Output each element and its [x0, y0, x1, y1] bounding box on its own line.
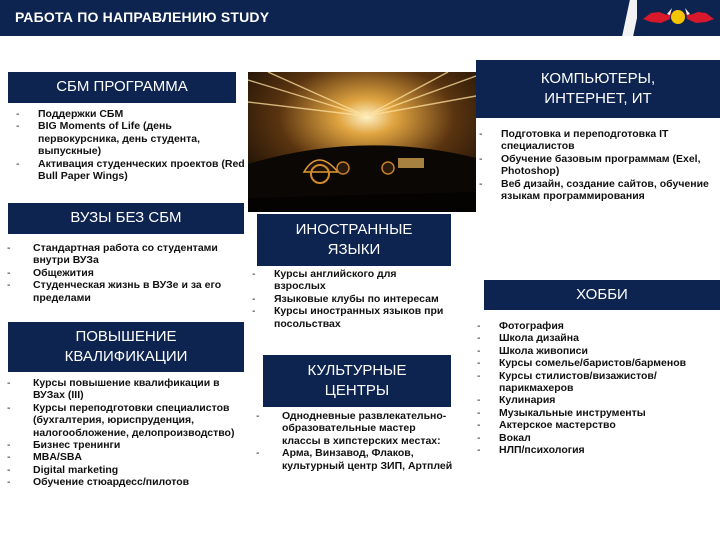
list-item: - Подготовка и переподготовка IT специалистов [477, 128, 715, 153]
list-item: - Активация студенческих проектов (Red Bull Paper Wings) [14, 158, 248, 183]
computers-title-line2: ИНТЕРНЕТ, ИТ [544, 90, 652, 107]
list-item: - Вокал [475, 432, 700, 444]
languages-header [257, 214, 451, 266]
list-item: - Школа живописи [475, 345, 700, 357]
list-item: - Стандартная работа со студентами внутри ВУЗа [5, 242, 227, 267]
culture-list [254, 410, 454, 472]
vuzy-list [5, 242, 227, 304]
list-item: - Бизнес тренинги [5, 439, 245, 451]
qualification-title-line1: ПОВЫШЕНИЕ [75, 327, 177, 345]
computers-header [476, 60, 720, 118]
qualification-title-line2: КВАЛИФИКАЦИИ [64, 348, 188, 365]
hobby-title: ХОББИ [576, 285, 628, 303]
list-item: - Музыкальные инструменты [475, 407, 700, 419]
list-item: - MBA/SBA [5, 451, 245, 463]
list-item: - Курсы английского для взрослых [250, 268, 450, 293]
list-item: - Арма, Винзавод, Флаков, культурный центр ЗИП, Артплей [254, 447, 454, 472]
list-item: - Актерское мастерство [475, 419, 700, 431]
list-item: - Поддержки СБМ [14, 108, 248, 120]
languages-list [250, 268, 450, 330]
list-item: - BIG Moments of Life (день первокурсника, день студента, выпускные) [14, 120, 248, 157]
list-item: - Курсы стилистов/визажистов/парикмахеров [475, 370, 700, 395]
car-interior-night-photo [248, 72, 476, 212]
languages-title-line2: ЯЗЫКИ [327, 241, 381, 258]
sbm-program-header [8, 72, 236, 103]
list-item: - Курсы переподготовки специалистов (бухгалтерия, юриспруденция, налогообложение, делопроизводство) [5, 402, 245, 439]
vuzy-header [8, 203, 244, 234]
list-item: - Веб дизайн, создание сайтов, обучение языкам программирования [477, 178, 715, 203]
list-item: - Общежития [5, 267, 227, 279]
list-item: - Курсы повышение квалификации в ВУЗах (III) [5, 377, 245, 402]
hobby-list [475, 320, 700, 456]
list-item: - Курсы сомелье/баристов/барменов [475, 357, 700, 369]
culture-header [263, 355, 451, 407]
sbm-program-title: СБМ ПРОГРАММА [56, 78, 188, 96]
logo-area [637, 0, 720, 36]
list-item: - Языковые клубы по интересам [250, 293, 450, 305]
list-item: - Студенческая жизнь в ВУЗе и за его пределами [5, 279, 227, 304]
list-item: - Обучение базовым программам (Exel, Photoshop) [477, 153, 715, 178]
vuzy-title: ВУЗЫ БЕЗ СБМ [70, 209, 182, 227]
languages-title-line1: ИНОСТРАННЫЕ [295, 220, 413, 238]
culture-title-line2: ЦЕНТРЫ [324, 382, 390, 399]
list-item: - Digital marketing [5, 464, 245, 476]
culture-title-line1: КУЛЬТУРНЫЕ [307, 361, 407, 379]
list-item: - НЛП/психология [475, 444, 700, 456]
list-item: - Фотография [475, 320, 700, 332]
list-item: - Кулинария [475, 394, 700, 406]
list-item: - Обучение стюардесс/пилотов [5, 476, 245, 488]
qualification-list [5, 377, 245, 489]
computers-title-line1: КОМПЬЮТЕРЫ, [540, 69, 656, 87]
sbm-program-list [14, 108, 248, 182]
list-item: - Курсы иностранных языков при посольствах [250, 305, 450, 330]
qualification-header [8, 322, 244, 372]
list-item: - Школа дизайна [475, 332, 700, 344]
photo-illustration [248, 72, 476, 212]
list-item: - Однодневные развлекательно-образовательные мастер классы в хипстерских местах: [254, 410, 454, 447]
page-title: РАБОТА ПО НАПРАВЛЕНИЮ STUDY [15, 9, 270, 25]
hobby-header [484, 280, 720, 310]
red-bull-logo-icon [637, 0, 720, 36]
computers-list [477, 128, 715, 202]
